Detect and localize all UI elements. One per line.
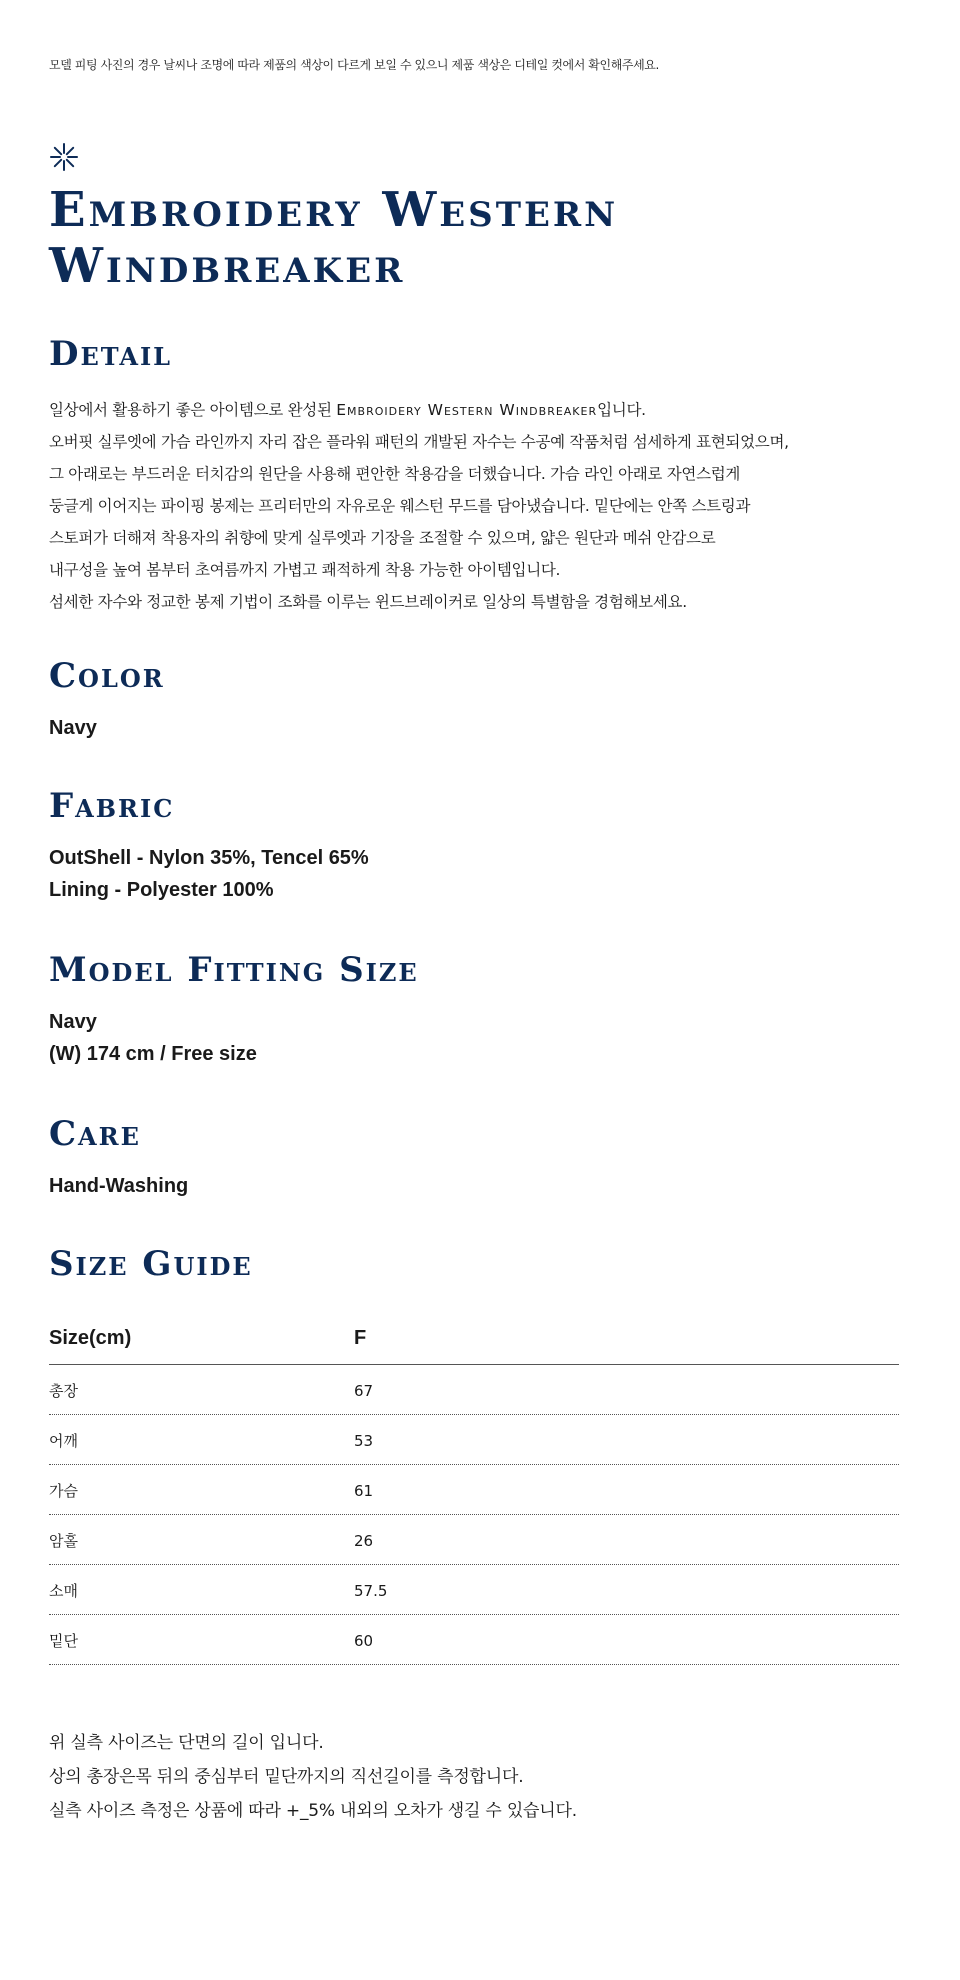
measure-value: 57.5 (354, 1582, 388, 1600)
detail-line-suffix: 입니다. (597, 401, 646, 419)
measure-value: 53 (354, 1432, 374, 1450)
detail-description (49, 394, 909, 618)
measure-label: 밑단 (49, 1632, 78, 1650)
detail-line: 둥글게 이어지는 파이핑 봉제는 프리터만의 자유로운 웨스턴 무드를 담아냈습니다. 밑단에는 안쪽 스트링과 (49, 497, 751, 515)
measure-value: 26 (354, 1532, 374, 1550)
measure-value: 67 (354, 1382, 374, 1400)
measure-label: 총장 (49, 1382, 78, 1400)
detail-line (49, 394, 909, 426)
table-row (49, 1515, 899, 1565)
measure-label: 어깨 (49, 1432, 78, 1450)
measure-label: 가슴 (49, 1482, 78, 1500)
detail-line: 오버핏 실루엣에 가슴 라인까지 자리 잡은 플라워 패턴의 개발된 자수는 수공예 작품처럼 섬세하게 표현되었으며, (49, 433, 789, 451)
fabric-outshell: OutShell - Nylon 35%, Tencel 65% (49, 847, 369, 869)
detail-line: 그 아래로는 부드러운 터치감의 원단을 사용해 편안한 착용감을 더했습니다. 가슴 라인 아래로 자연스럽게 (49, 465, 741, 483)
measure-label: 암홀 (49, 1532, 78, 1550)
size-column-header: Size(cm) (49, 1327, 132, 1349)
care-heading: Care (49, 1114, 141, 1154)
model-fitting-heading: Model Fitting Size (49, 950, 419, 990)
care-value: Hand-Washing (49, 1175, 189, 1197)
size-table (49, 1316, 899, 1665)
color-heading: Color (49, 656, 165, 696)
size-note: 상의 총장은목 뒤의 중심부터 밑단까지의 직선길이를 측정합니다. (49, 1767, 524, 1787)
detail-line: 내구성을 높여 봄부터 초여름까지 가볍고 쾌적하게 착용 가능한 아이템입니다. (49, 561, 561, 579)
table-row (49, 1365, 899, 1415)
table-row (49, 1565, 899, 1615)
product-title: Embroidery Western Windbreaker (49, 182, 619, 294)
asterisk-icon (49, 142, 79, 172)
measure-label: 소매 (49, 1582, 78, 1600)
size-note: 위 실측 사이즈는 단면의 길이 입니다. (49, 1733, 324, 1753)
size-f-column-header: F (354, 1327, 367, 1349)
detail-line: 섬세한 자수와 정교한 봉제 기법이 조화를 이루는 윈드브레이커로 일상의 특별함을 경험해보세요. (49, 593, 687, 611)
model-fitting-color: Navy (49, 1011, 97, 1033)
table-row (49, 1615, 899, 1665)
color-value: Navy (49, 717, 97, 739)
table-row (49, 1465, 899, 1515)
size-table-header (49, 1316, 899, 1365)
fabric-heading: Fabric (49, 786, 175, 826)
detail-heading: Detail (49, 334, 173, 374)
detail-line-prefix: 일상에서 활용하기 좋은 아이템으로 완성된 (49, 401, 337, 419)
measure-value: 60 (354, 1632, 374, 1650)
model-fitting-size: (W) 174 cm / Free size (49, 1043, 257, 1065)
fabric-lining: Lining - Polyester 100% (49, 879, 274, 901)
size-note: 실측 사이즈 측정은 상품에 따라 +_5% 내외의 오차가 생길 수 있습니다. (49, 1801, 577, 1821)
detail-line: 스토퍼가 더해져 착용자의 취향에 맞게 실루엣과 기장을 조절할 수 있으며, 얇은 원단과 메쉬 안감으로 (49, 529, 716, 547)
measure-value: 61 (354, 1482, 374, 1500)
color-notice: 모델 피팅 사진의 경우 날씨나 조명에 따라 제품의 색상이 다르게 보일 수 있으니 제품 색상은 디테일 컷에서 확인해주세요. (49, 58, 659, 72)
size-guide-heading: Size Guide (49, 1244, 253, 1284)
detail-product-name: Embroidery Western Windbreaker (336, 401, 598, 419)
size-notes (49, 1726, 909, 1828)
table-row (49, 1415, 899, 1465)
